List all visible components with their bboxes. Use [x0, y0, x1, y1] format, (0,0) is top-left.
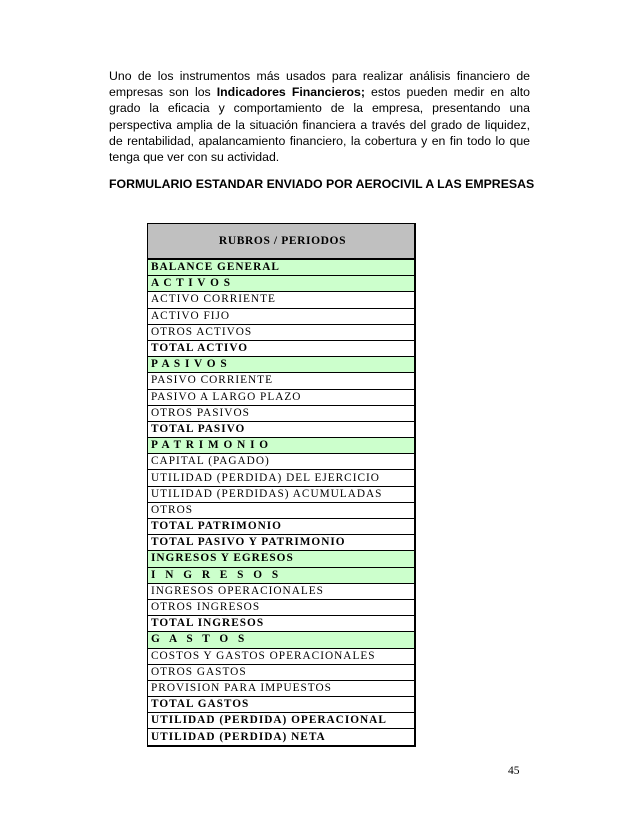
table-cell-label: TOTAL GASTOS: [148, 697, 416, 713]
table-header-row: [148, 224, 416, 260]
table-cell-label: OTROS PASIVOS: [148, 405, 416, 421]
table-row: [148, 292, 416, 308]
table-row: [148, 421, 416, 437]
table-row: [148, 276, 416, 292]
table-row: [148, 454, 416, 470]
page-number: 45: [508, 765, 520, 777]
table-cell-label: TOTAL INGRESOS: [148, 616, 416, 632]
table-row: [148, 713, 416, 729]
table-cell-label: P A T R I M O N I O: [148, 438, 416, 454]
table-cell-label: PASIVO A LARGO PLAZO: [148, 389, 416, 405]
table-row: [148, 664, 416, 680]
table-row: [148, 648, 416, 664]
table-row: [148, 680, 416, 696]
table-cell-label: ACTIVO CORRIENTE: [148, 292, 416, 308]
table-row: [148, 519, 416, 535]
table-cell-label: OTROS INGRESOS: [148, 599, 416, 615]
table-row: [148, 567, 416, 583]
rubros-table: [147, 223, 416, 747]
table-cell-label: TOTAL ACTIVO: [148, 340, 416, 356]
intro-text-part1: Uno de los instrumentos más usados para realizar análisis financiero de empresas son los: [109, 69, 530, 100]
table-row: [148, 389, 416, 405]
table-cell-label: OTROS: [148, 502, 416, 518]
table-cell-label: CAPITAL (PAGADO): [148, 454, 416, 470]
table-cell-label: OTROS GASTOS: [148, 664, 416, 680]
table-row: [148, 535, 416, 551]
table-body: [148, 259, 416, 746]
intro-text-part2: estos pueden medir en alto grado la eficacia y comportamiento de la empresa, presentando una perspectiva amplia de la situación financiera a través del grado de liquidez, de rentabilidad, apalancamiento financiero, la cobertura y en fin todo lo que tenga que ver con su actividad.: [109, 85, 530, 165]
table-row: [148, 373, 416, 389]
table-row: [148, 438, 416, 454]
table-row: [148, 632, 416, 648]
table-cell-label: PROVISION PARA IMPUESTOS: [148, 680, 416, 696]
table-cell-label: UTILIDAD (PERDIDA) NETA: [148, 729, 416, 746]
table-row: [148, 259, 416, 276]
table-header-cell: RUBROS / PERIODOS: [148, 224, 416, 260]
table-cell-label: BALANCE GENERAL: [148, 259, 416, 276]
table-row: [148, 583, 416, 599]
intro-text-bold: Indicadores Financieros;: [216, 85, 365, 100]
table-cell-label: TOTAL PASIVO: [148, 421, 416, 437]
table-cell-label: COSTOS Y GASTOS OPERACIONALES: [148, 648, 416, 664]
table-cell-label: INGRESOS OPERACIONALES: [148, 583, 416, 599]
table-cell-label: UTILIDAD (PERDIDA) DEL EJERCICIO: [148, 470, 416, 486]
table-cell-label: TOTAL PATRIMONIO: [148, 519, 416, 535]
table-cell-label: ACTIVO FIJO: [148, 308, 416, 324]
table-row: [148, 599, 416, 615]
table-row: [148, 357, 416, 373]
table-row: [148, 551, 416, 567]
table-row: [148, 616, 416, 632]
table-cell-label: TOTAL PASIVO Y PATRIMONIO: [148, 535, 416, 551]
table-row: [148, 502, 416, 518]
table-row: [148, 405, 416, 421]
table-cell-label: INGRESOS Y EGRESOS: [148, 551, 416, 567]
table-row: [148, 486, 416, 502]
table-cell-label: I N G R E S O S: [148, 567, 416, 583]
table-row: [148, 470, 416, 486]
table-cell-label: UTILIDAD (PERDIDA) OPERACIONAL: [148, 713, 416, 729]
table-row: [148, 324, 416, 340]
table-cell-label: OTROS ACTIVOS: [148, 324, 416, 340]
intro-paragraph: [109, 68, 530, 165]
table-row: [148, 697, 416, 713]
table-cell-label: UTILIDAD (PERDIDAS) ACUMULADAS: [148, 486, 416, 502]
table-row: [148, 340, 416, 356]
table-cell-label: A C T I V O S: [148, 276, 416, 292]
table-cell-label: P A S I V O S: [148, 357, 416, 373]
table-row: [148, 729, 416, 746]
table-cell-label: G A S T O S: [148, 632, 416, 648]
table-cell-label: PASIVO CORRIENTE: [148, 373, 416, 389]
section-heading: FORMULARIO ESTANDAR ENVIADO POR AEROCIVIL A LAS EMPRESAS: [109, 177, 535, 191]
table-row: [148, 308, 416, 324]
